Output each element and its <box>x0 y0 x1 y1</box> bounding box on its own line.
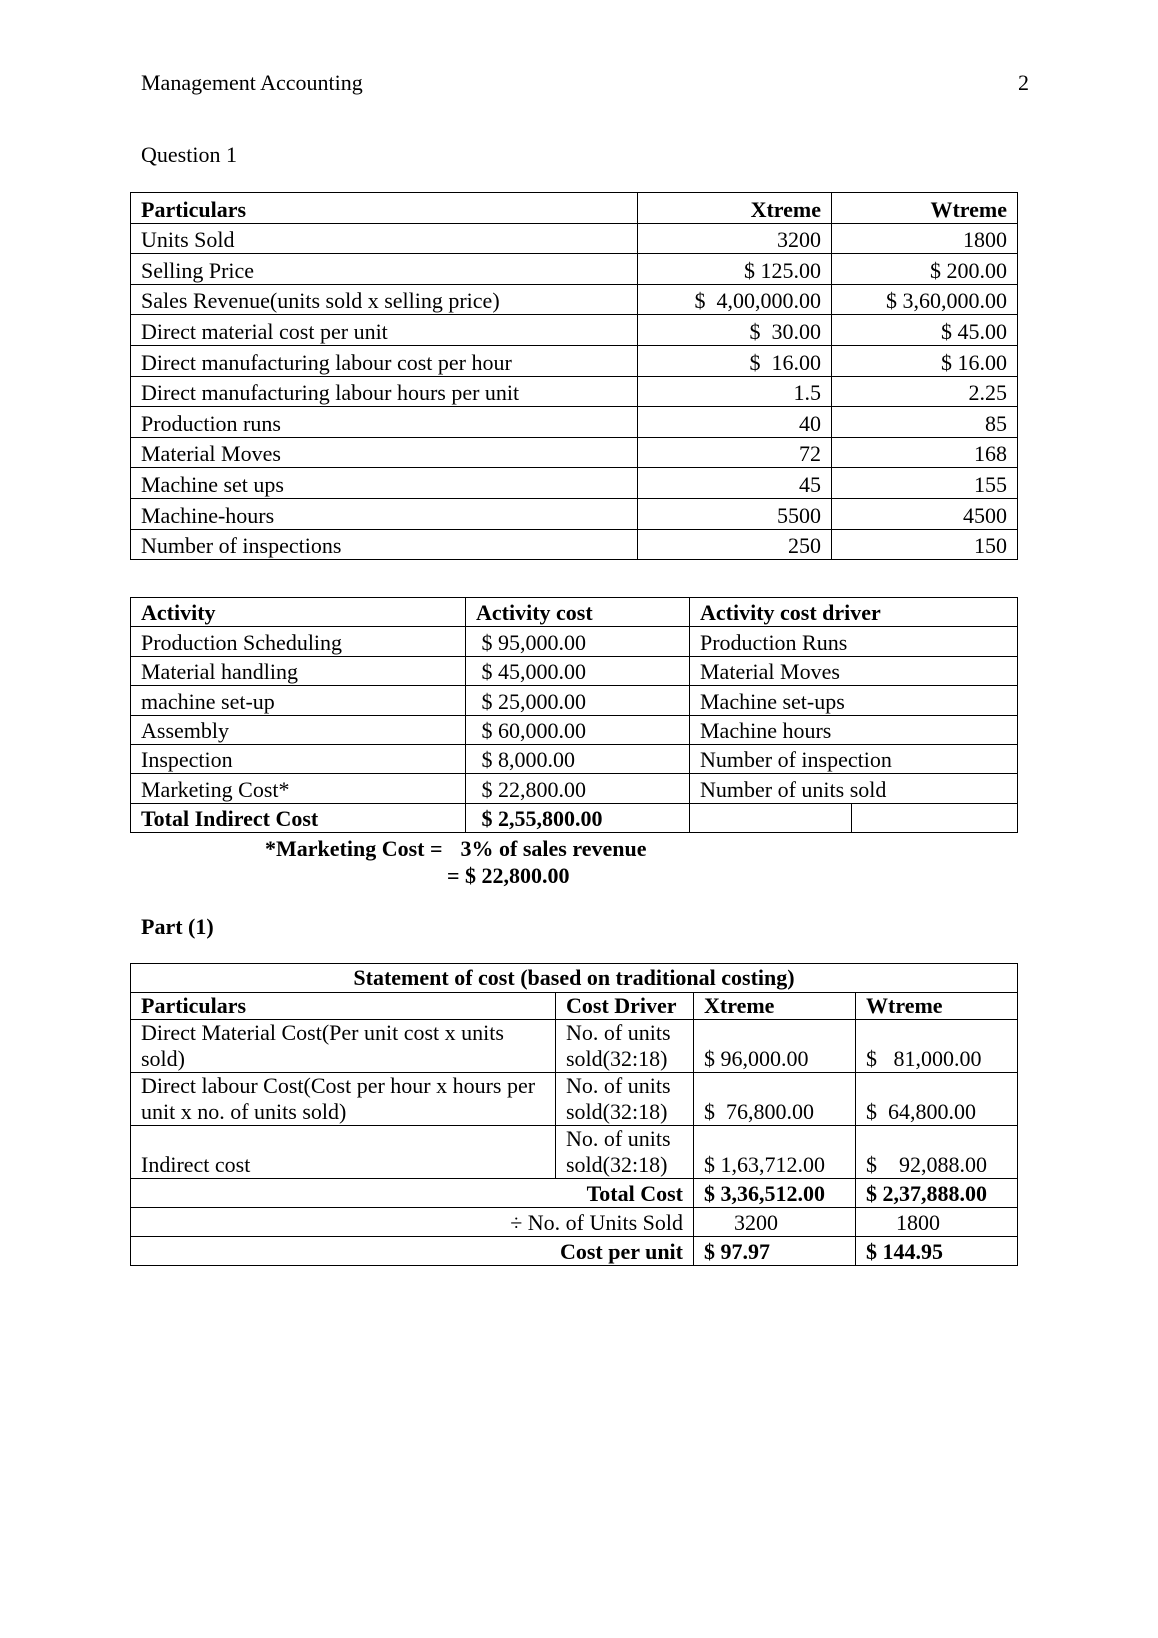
activity-driver: Number of units sold <box>690 774 1018 803</box>
row-label: Material Moves <box>131 437 638 468</box>
wtreme-value: 1800 <box>832 223 1018 254</box>
wtreme-value: $ 81,000.00 <box>856 1020 1018 1073</box>
xtreme-value: $ 76,800.00 <box>694 1073 856 1126</box>
xtreme-value: $ 96,000.00 <box>694 1020 856 1073</box>
table-title: Statement of cost (based on traditional costing) <box>131 964 1018 993</box>
product-data-table <box>130 192 1018 560</box>
total-cost-xtreme: $ 3,36,512.00 <box>694 1179 856 1208</box>
row-label: Direct Material Cost(Per unit cost x units sold) <box>131 1020 556 1073</box>
activity-driver: Number of inspection <box>690 744 1018 773</box>
table-row <box>131 437 1018 468</box>
total-row <box>131 803 1018 832</box>
table-row <box>131 1020 1018 1073</box>
units-sold-wtreme: 1800 <box>856 1208 1018 1237</box>
cost-per-unit-xtreme: $ 97.97 <box>694 1237 856 1266</box>
column-header: Particulars <box>131 993 556 1020</box>
xtreme-value: 5500 <box>638 498 832 529</box>
xtreme-value: 40 <box>638 407 832 438</box>
row-label: Machine set ups <box>131 468 638 499</box>
cost-per-unit-wtreme: $ 144.95 <box>856 1237 1018 1266</box>
marketing-note-result: = $ 22,800.00 <box>447 863 570 888</box>
column-header: Cost Driver <box>556 993 694 1020</box>
cost-driver: No. of units sold(32:18) <box>556 1020 694 1073</box>
column-header: Xtreme <box>638 193 832 224</box>
activity-name: Marketing Cost* <box>131 774 466 803</box>
table-row <box>131 529 1018 560</box>
cost-per-unit-row <box>131 1237 1018 1266</box>
page-number: 2 <box>1018 70 1029 95</box>
row-label: Units Sold <box>131 223 638 254</box>
cost-driver: No. of units sold(32:18) <box>556 1126 694 1179</box>
xtreme-value: $ 1,63,712.00 <box>694 1126 856 1179</box>
column-header: Activity cost driver <box>690 598 1018 627</box>
table-row <box>131 656 1018 685</box>
total-label: Total Indirect Cost <box>131 803 466 832</box>
table-row <box>131 284 1018 315</box>
table-row <box>131 774 1018 803</box>
activity-name: machine set-up <box>131 686 466 715</box>
table-row <box>131 1073 1018 1126</box>
cost-driver: No. of units sold(32:18) <box>556 1073 694 1126</box>
wtreme-value: $ 45.00 <box>832 315 1018 346</box>
question-label: Question 1 <box>141 142 237 167</box>
column-header: Activity cost <box>466 598 690 627</box>
table-row <box>131 223 1018 254</box>
column-header: Wtreme <box>832 193 1018 224</box>
table-row <box>131 744 1018 773</box>
xtreme-value: $ 30.00 <box>638 315 832 346</box>
activity-cost: $ 22,800.00 <box>466 774 690 803</box>
table-row <box>131 345 1018 376</box>
activity-name: Material handling <box>131 656 466 685</box>
wtreme-value: $ 16.00 <box>832 345 1018 376</box>
wtreme-value: 150 <box>832 529 1018 560</box>
table-row <box>131 315 1018 346</box>
activity-driver: Production Runs <box>690 627 1018 656</box>
activity-cost: $ 25,000.00 <box>466 686 690 715</box>
wtreme-value: 168 <box>832 437 1018 468</box>
activity-cost: $ 45,000.00 <box>466 656 690 685</box>
xtreme-value: $ 125.00 <box>638 254 832 285</box>
wtreme-value: 4500 <box>832 498 1018 529</box>
wtreme-value: $ 3,60,000.00 <box>832 284 1018 315</box>
table-row <box>131 627 1018 656</box>
xtreme-value: 1.5 <box>638 376 832 407</box>
row-label: Machine-hours <box>131 498 638 529</box>
table-row <box>131 686 1018 715</box>
table-row <box>131 1126 1018 1179</box>
table-row <box>131 376 1018 407</box>
activity-name: Assembly <box>131 715 466 744</box>
statement-of-cost-table <box>130 963 1018 1266</box>
xtreme-value: $ 16.00 <box>638 345 832 376</box>
table-header-row <box>131 598 1018 627</box>
row-label: Production runs <box>131 407 638 438</box>
row-label: Selling Price <box>131 254 638 285</box>
column-header: Particulars <box>131 193 638 224</box>
empty-cell <box>690 803 852 832</box>
row-label: Number of inspections <box>131 529 638 560</box>
activity-driver: Machine set-ups <box>690 686 1018 715</box>
xtreme-value: 250 <box>638 529 832 560</box>
xtreme-value: 3200 <box>638 223 832 254</box>
row-label: Direct manufacturing labour cost per hour <box>131 345 638 376</box>
total-cost-label: Total Cost <box>131 1179 694 1208</box>
total-cost-row <box>131 1179 1018 1208</box>
total-cost-wtreme: $ 2,37,888.00 <box>856 1179 1018 1208</box>
xtreme-value: 45 <box>638 468 832 499</box>
units-sold-xtreme: 3200 <box>694 1208 856 1237</box>
activity-cost: $ 60,000.00 <box>466 715 690 744</box>
units-sold-row <box>131 1208 1018 1237</box>
activity-cost: $ 8,000.00 <box>466 744 690 773</box>
row-label: Sales Revenue(units sold x selling price) <box>131 284 638 315</box>
table-header-row <box>131 193 1018 224</box>
activity-name: Production Scheduling <box>131 627 466 656</box>
part-label: Part (1) <box>141 914 214 939</box>
column-header: Xtreme <box>694 993 856 1020</box>
activity-cost: $ 95,000.00 <box>466 627 690 656</box>
marketing-cost-note <box>265 836 646 862</box>
table-title-row <box>131 964 1018 993</box>
table-row <box>131 407 1018 438</box>
table-row <box>131 498 1018 529</box>
units-sold-label: ÷ No. of Units Sold <box>131 1208 694 1237</box>
xtreme-value: 72 <box>638 437 832 468</box>
wtreme-value: 2.25 <box>832 376 1018 407</box>
table-row <box>131 715 1018 744</box>
column-header: Wtreme <box>856 993 1018 1020</box>
empty-cell <box>852 803 1018 832</box>
row-label: Direct material cost per unit <box>131 315 638 346</box>
activity-driver: Material Moves <box>690 656 1018 685</box>
marketing-note-label: *Marketing Cost = <box>265 836 443 861</box>
activity-cost-table <box>130 597 1018 833</box>
cost-per-unit-label: Cost per unit <box>131 1237 694 1266</box>
total-value: $ 2,55,800.00 <box>466 803 690 832</box>
row-label: Direct manufacturing labour hours per unit <box>131 376 638 407</box>
column-header: Activity <box>131 598 466 627</box>
activity-name: Inspection <box>131 744 466 773</box>
row-label: Indirect cost <box>131 1126 556 1179</box>
wtreme-value: 85 <box>832 407 1018 438</box>
wtreme-value: $ 64,800.00 <box>856 1073 1018 1126</box>
activity-driver: Machine hours <box>690 715 1018 744</box>
row-label: Direct labour Cost(Cost per hour x hours per unit x no. of units sold) <box>131 1073 556 1126</box>
table-header-row <box>131 993 1018 1020</box>
xtreme-value: $ 4,00,000.00 <box>638 284 832 315</box>
wtreme-value: 155 <box>832 468 1018 499</box>
table-row <box>131 254 1018 285</box>
marketing-note-value: 3% of sales revenue <box>460 836 647 861</box>
wtreme-value: $ 200.00 <box>832 254 1018 285</box>
wtreme-value: $ 92,088.00 <box>856 1126 1018 1179</box>
table-row <box>131 468 1018 499</box>
running-header-title: Management Accounting <box>141 70 363 95</box>
